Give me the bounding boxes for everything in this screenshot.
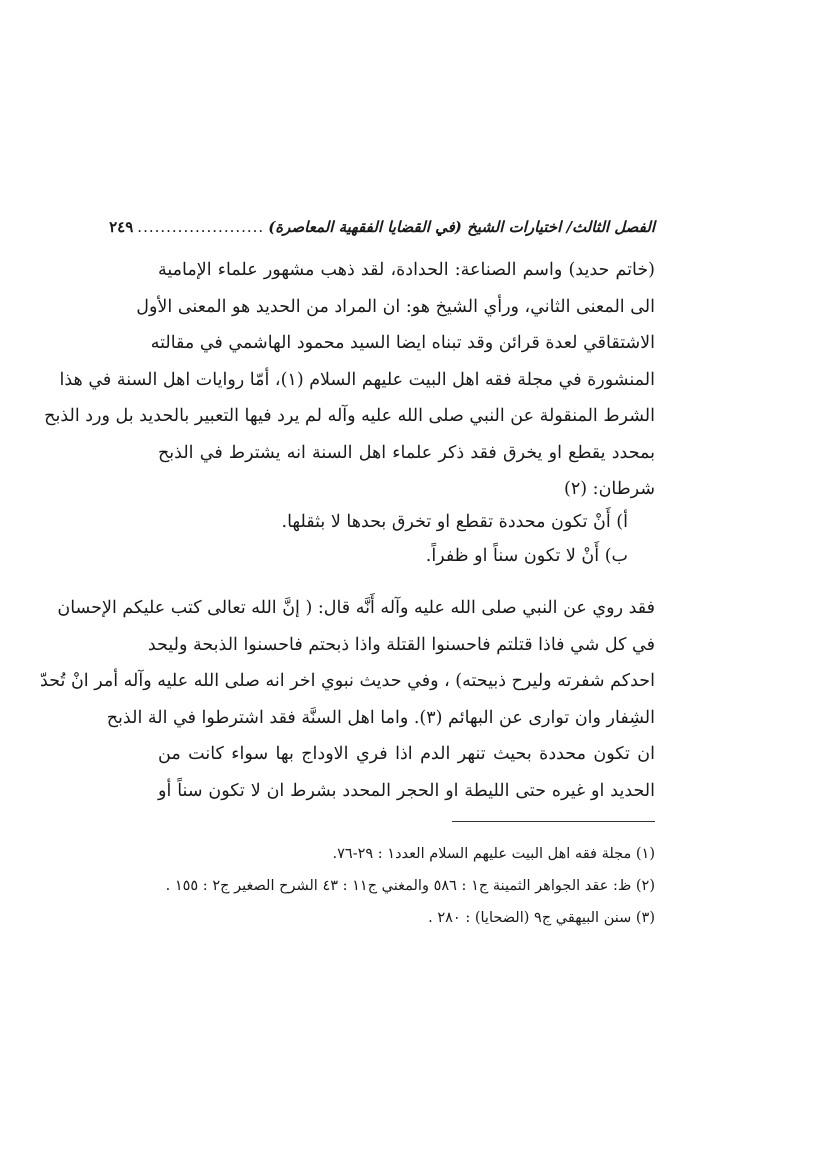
paragraph-line: المنشورة في مجلة فقه اهل البيت عليهم السلام (١)، أمّا روايات اهل السنة في هذا [59,369,655,390]
paragraph-1 [44,252,655,508]
footnote-item: (٢) ظ: عقد الجواهر الثمينة ج١ : ٥٨٦ والمغني ج١١ : ٤٣ الشرح الصغير ج٢ : ١٥٥ . [165,878,655,894]
paragraph-line: ان تكون محددة بحيث تنهر الدم اذا فري الاوداج بها سواء كانت من [158,744,655,764]
paragraph-line: الحديد او غيره حتى الليطة او الحجر المحدد بشرط ان لا تكون سناً أو [158,780,655,801]
header-chapter-title: الفصل الثالث/ اختيارات الشيخ (في القضايا الفقهية المعاصرة) [268,218,655,236]
paragraph-line: الشرط المنقولة عن النبي صلى الله عليه وآله لم يرد فيها التعبير بالحديد بل ورد الذبح [44,406,655,426]
paragraph-line: فقد روي عن النبي صلى الله عليه وآله أَنَّه قال: ( إنَّ الله تعالى كتب عليكم الإحسان [57,598,655,618]
paragraph-line: شرطان: (٢) [564,479,655,499]
page-number: ٢٤٩ [109,218,134,236]
footnote-item: (٣) سنن البيهقي ج٩ (الضحايا) : ٢٨٠ . [428,910,655,926]
footnotes [150,838,655,934]
paragraph-line: احدكم شفرته وليرح ذبيحته) ، وفي حديث نبوي اخر انه صلى الله عليه وآله أمر انْ تُحدّ [40,671,655,691]
paragraph-line: الشِفار وان توارى عن البهائم (٣). واما اهل السنَّة فقد اشترطوا في الة الذبح [106,707,655,728]
conditions-list [158,505,628,573]
paragraph-line: بمحدد يقطع او يخرق فقد ذكر علماء اهل السنة انه يشترط في الذبح [158,442,655,463]
paragraph-line: الاشتقاقي لعدة قرائن وقد تبناه ايضا السيد محمود الهاشمي في مقالته [150,333,655,353]
condition-item: أ) أَنْ تكون محددة تقطع او تخرق بحدها لا بثقلها. [281,512,628,532]
footnote-item: (١) مجلة فقه اهل البيت عليهم السلام العدد١ : ٢٩-٧٦. [332,846,655,862]
paragraph-line: في كل شي فاذا قتلتم فاحسنوا القتلة واذا ذبحتم فاحسنوا الذبحة وليحد [147,634,655,655]
paragraph-line: الى المعنى الثاني، ورأي الشيخ هو: ان المراد من الحديد هو المعنى الأول [136,296,655,317]
paragraph-2 [40,590,655,809]
running-header [109,212,655,242]
footnote-separator [452,821,655,822]
header-leader-dots: ...................... [137,218,265,236]
paragraph-line: (خاتم حديد) واسم الصناعة: الحدادة، لقد ذهب مشهور علماء الإمامية [158,260,655,280]
condition-item: ب) أَنْ لا تكون سناً او ظفراً. [425,546,628,566]
